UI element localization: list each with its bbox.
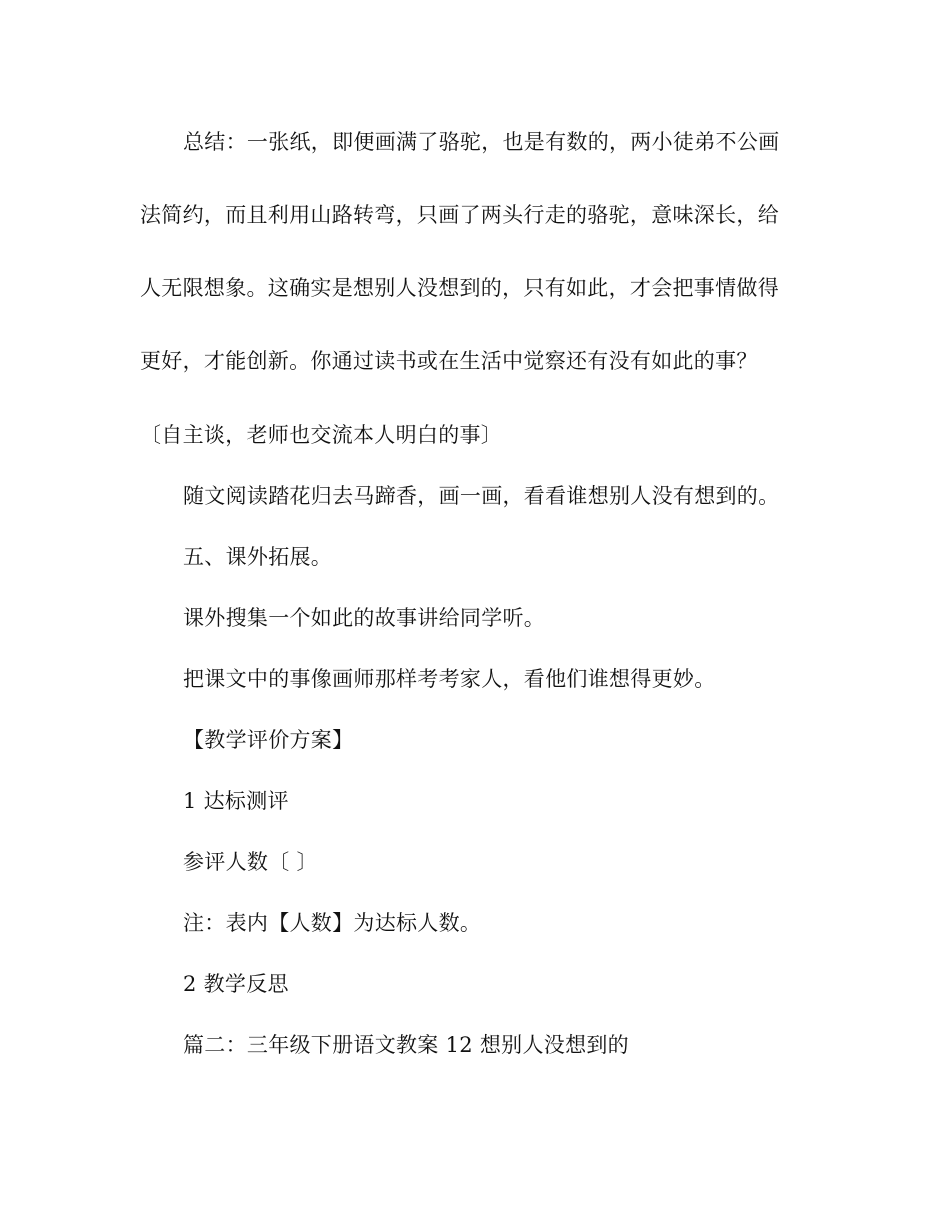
participants-count: 参评人数〔 〕 [183,850,318,874]
section-five-heading: 五、课外拓展。 [183,545,333,569]
discussion-note: 〔自主谈，老师也交流本人明白的事〕 [140,423,503,447]
evaluation-item-2: 2 教学反思 [183,972,289,996]
table-note: 注：表内【人数】为达标人数。 [183,911,482,935]
evaluation-item-1: 1 达标测评 [183,789,289,813]
evaluation-heading: 【教学评价方案】 [183,728,354,752]
summary-line-2: 法简约，而且利用山路转弯，只画了两头行走的骆驼，意味深长，给 [140,203,779,227]
summary-line-3: 人无限想象。这确实是想别人没想到的，只有如此，才会把事情做得 [140,276,779,300]
extension-item-1: 课外搜集一个如此的故事讲给同学听。 [183,606,546,630]
extension-item-2: 把课文中的事像画师那样考考家人，看他们谁想得更妙。 [183,667,716,691]
summary-line-1: 总结：一张纸，即便画满了骆驼，也是有数的，两小徒弟不公画 [183,130,780,154]
summary-line-4: 更好，才能创新。你通过读书或在生活中觉察还有没有如此的事？ [140,349,758,373]
next-article-title: 篇二：三年级下册语文教案 12 想别人没想到的 [183,1033,629,1057]
reading-task: 随文阅读踏花归去马蹄香，画一画，看看谁想别人没有想到的。 [183,484,780,508]
